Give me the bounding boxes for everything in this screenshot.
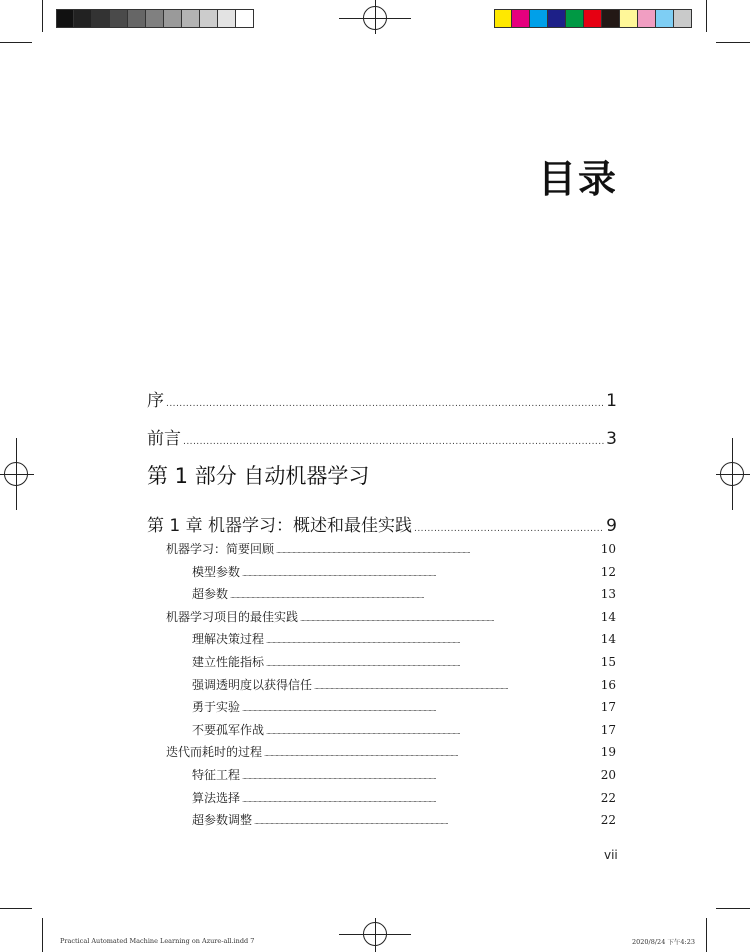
calibration-swatch — [638, 9, 656, 28]
dot-leader — [314, 683, 599, 691]
calibration-swatch — [584, 9, 602, 28]
toc-entry-label: 算法选择 — [192, 790, 241, 805]
toc-entry-page: 20 — [600, 768, 616, 782]
toc-section-entry[interactable] — [192, 630, 616, 647]
toc-entry-page: 16 — [600, 677, 616, 692]
toc-entry-label: 超参数调整 — [192, 813, 253, 828]
toc-entry-label: 机器学习项目的最佳实践 — [166, 609, 299, 624]
dot-leader — [300, 615, 599, 623]
crop-mark — [706, 0, 707, 32]
toc-section-entry[interactable] — [192, 789, 616, 806]
dot-leader — [254, 818, 599, 826]
toc-section-entry[interactable] — [192, 721, 616, 738]
toc-section-entry[interactable] — [192, 563, 616, 580]
dot-leader — [266, 660, 599, 668]
part-heading: 第 1 部分 自动机器学习 — [147, 464, 370, 488]
toc-entry-label: 强调透明度以获得信任 — [192, 677, 313, 692]
crop-mark — [716, 42, 750, 43]
calibration-swatch — [602, 9, 620, 28]
toc-chapter-entry[interactable] — [147, 511, 617, 536]
toc-entry-page: 10 — [600, 542, 616, 556]
toc-entry-page: 3 — [606, 429, 617, 449]
toc-section-entry[interactable] — [192, 585, 616, 602]
calibration-swatch — [656, 9, 674, 28]
toc-entry-label: 机器学习：简要回顾 — [166, 542, 275, 556]
toc-entry-label: 不要孤军作战 — [192, 722, 265, 737]
toc-entry-page: 22 — [600, 790, 616, 805]
toc-entry-page: 13 — [600, 587, 616, 602]
page-number: vii — [604, 848, 618, 862]
toc-section-entry[interactable] — [166, 608, 616, 625]
toc-entry-page: 14 — [600, 632, 616, 647]
toc-entry-label: 序 — [147, 391, 164, 411]
dot-leader — [183, 437, 604, 447]
calibration-swatch — [674, 9, 692, 28]
toc-entry-label: 建立性能指标 — [192, 655, 265, 669]
toc-entry-label: 特征工程 — [192, 768, 241, 782]
calibration-swatch — [110, 9, 128, 28]
toc-section-entry[interactable] — [192, 676, 616, 693]
dot-leader — [264, 750, 599, 758]
dot-leader — [242, 796, 599, 804]
toc-entry-label: 理解决策过程 — [192, 632, 265, 647]
dot-leader — [230, 592, 599, 600]
crop-mark — [42, 918, 43, 952]
toc-section-entry[interactable] — [166, 743, 616, 760]
dot-leader — [166, 399, 604, 409]
calibration-swatch — [620, 9, 638, 28]
calibration-swatch — [566, 9, 584, 28]
dot-leader — [242, 570, 599, 578]
toc-entry-label: 迭代而耗时的过程 — [166, 745, 263, 760]
toc-entry-label: 勇于实验 — [192, 700, 241, 715]
crop-mark — [42, 0, 43, 32]
toc-section-entry[interactable] — [192, 653, 616, 670]
toc-entry-page: 17 — [600, 700, 616, 715]
toc-entry-label: 第 1 章 机器学习：概述和最佳实践 — [147, 516, 413, 536]
toc-entry-page: 22 — [600, 813, 616, 828]
toc-section-entry[interactable] — [192, 811, 616, 828]
calibration-swatch — [200, 9, 218, 28]
toc-section-entry[interactable] — [192, 766, 616, 783]
calibration-swatch — [218, 9, 236, 28]
toc-entry[interactable] — [147, 386, 617, 411]
dot-leader — [266, 728, 599, 736]
toc-entry[interactable] — [147, 424, 617, 449]
page-title: 目录 — [537, 157, 618, 201]
toc-entry-page: 9 — [606, 516, 617, 536]
crop-mark — [716, 908, 750, 909]
calibration-swatch — [494, 9, 512, 28]
dot-leader — [414, 524, 604, 534]
toc-entry-label: 模型参数 — [192, 564, 241, 579]
calibration-swatch — [182, 9, 200, 28]
dot-leader — [242, 705, 599, 713]
toc-entry-page: 12 — [600, 564, 616, 579]
toc-entry-page: 14 — [600, 609, 616, 624]
crop-mark — [706, 918, 707, 952]
footer-filename: Practical Automated Machine Learning on Azure-all.indd 7 — [60, 937, 255, 945]
toc-entry-page: 17 — [600, 722, 616, 737]
grayscale-calibration-bar — [56, 9, 254, 28]
calibration-swatch — [530, 9, 548, 28]
calibration-swatch — [74, 9, 92, 28]
calibration-swatch — [128, 9, 146, 28]
calibration-swatch — [164, 9, 182, 28]
calibration-swatch — [146, 9, 164, 28]
toc-entry-page: 1 — [606, 391, 617, 411]
toc-section-entry[interactable] — [166, 540, 616, 557]
crop-mark — [0, 908, 32, 909]
color-calibration-bar — [494, 9, 692, 28]
calibration-swatch — [548, 9, 566, 28]
toc-entry-label: 前言 — [147, 429, 181, 449]
dot-leader — [276, 547, 599, 555]
footer-timestamp: 2020/8/24 下午4:23 — [632, 938, 695, 946]
calibration-swatch — [236, 9, 254, 28]
dot-leader — [266, 637, 599, 645]
toc-entry-page: 19 — [600, 745, 616, 760]
toc-section-entry[interactable] — [192, 698, 616, 715]
calibration-swatch — [92, 9, 110, 28]
dot-leader — [242, 773, 599, 781]
calibration-swatch — [56, 9, 74, 28]
toc-entry-label: 超参数 — [192, 587, 229, 602]
crop-mark — [0, 42, 32, 43]
toc-entry-page: 15 — [600, 655, 616, 669]
calibration-swatch — [512, 9, 530, 28]
